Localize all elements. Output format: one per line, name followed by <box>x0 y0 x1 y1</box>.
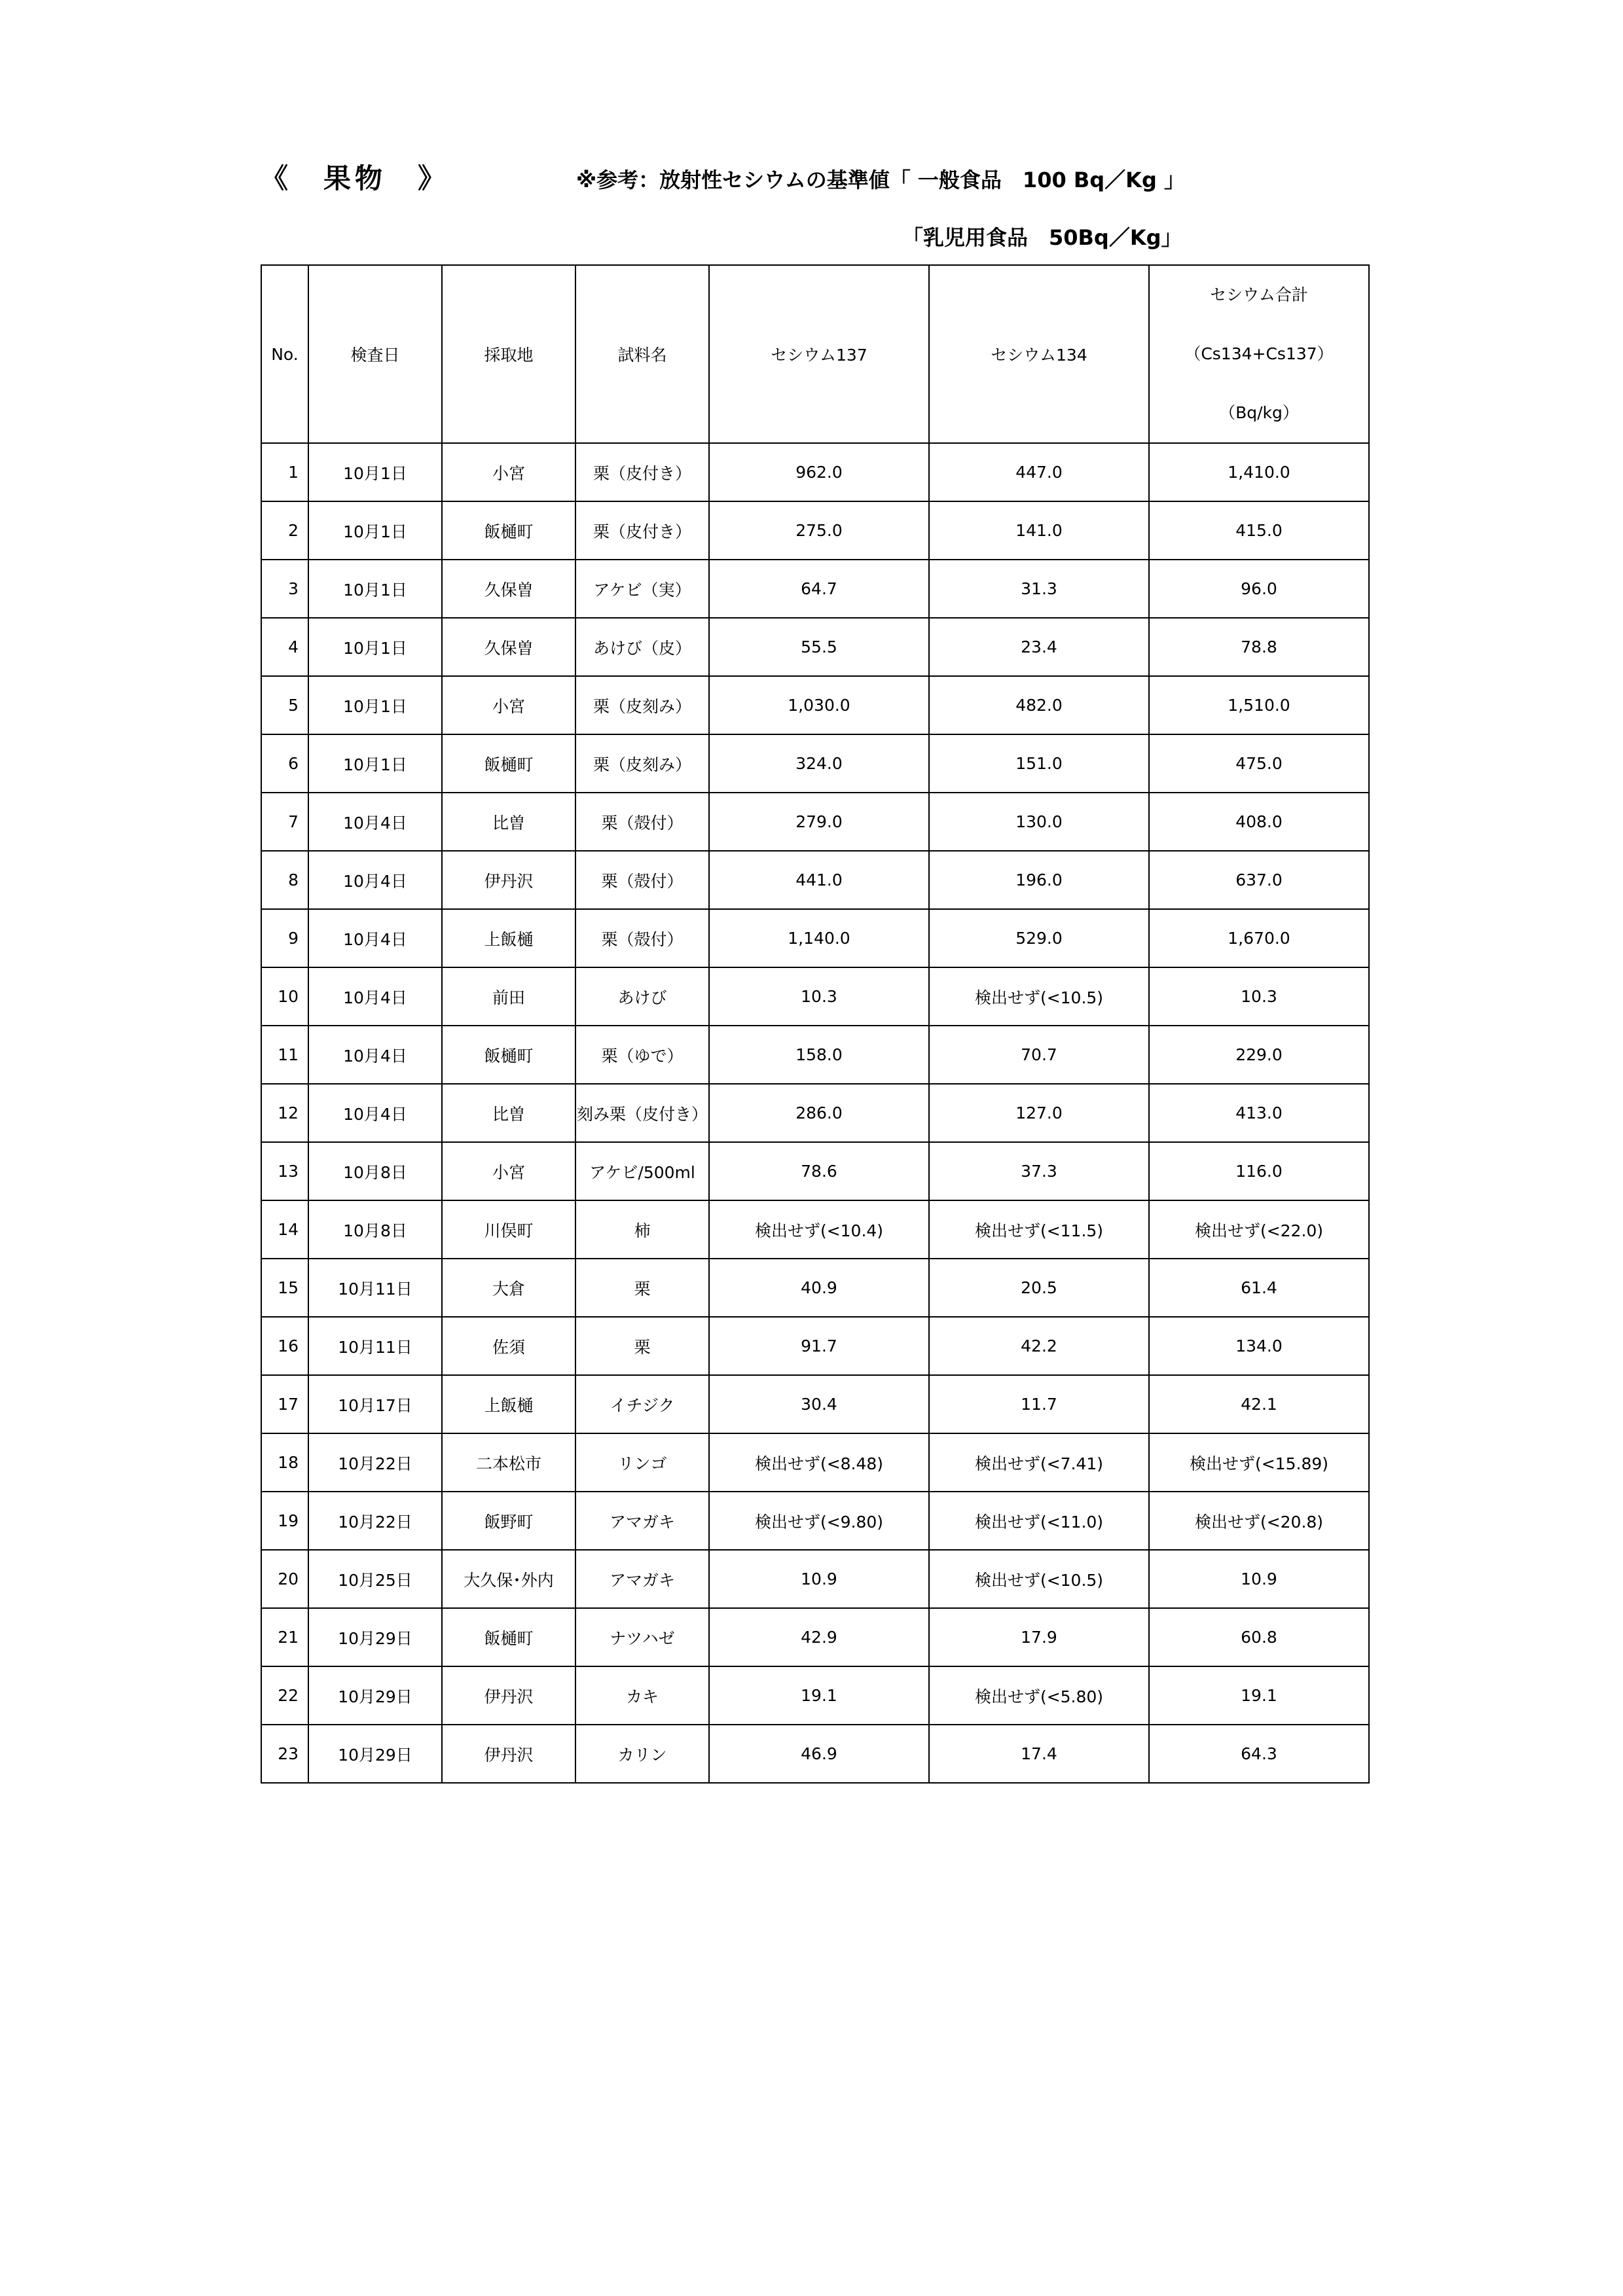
cell-cs134: 11.7 <box>929 1375 1149 1433</box>
cell-location: 大久保･外内 <box>442 1550 575 1608</box>
table-row <box>261 1550 1369 1608</box>
cell-date: 10月4日 <box>308 909 442 967</box>
cell-no: 8 <box>261 851 308 909</box>
cell-cs134: 検出せず(<10.5) <box>929 967 1149 1026</box>
cell-date: 10月11日 <box>308 1259 442 1317</box>
cell-cs137: 275.0 <box>709 501 929 560</box>
cell-date: 10月25日 <box>308 1550 442 1608</box>
cell-cs134: 127.0 <box>929 1084 1149 1142</box>
header-location: 採取地 <box>442 265 575 443</box>
cell-no: 1 <box>261 443 308 501</box>
cell-total: 19.1 <box>1149 1666 1369 1725</box>
cell-sample: 刻み栗（皮付き） <box>575 1084 709 1142</box>
cell-location: 小宮 <box>442 676 575 734</box>
table-row <box>261 1608 1369 1666</box>
cell-sample: アケビ/500ml <box>575 1142 709 1200</box>
cell-sample: アケビ（実） <box>575 560 709 618</box>
cell-sample: リンゴ <box>575 1433 709 1492</box>
cell-no: 18 <box>261 1433 308 1492</box>
cell-location: 飯樋町 <box>442 501 575 560</box>
cell-no: 5 <box>261 676 308 734</box>
cell-cs137: 55.5 <box>709 618 929 676</box>
cell-sample: 栗（殻付） <box>575 793 709 851</box>
table-row <box>261 1084 1369 1142</box>
table-row <box>261 967 1369 1026</box>
reference-standard-infant: 「乳児用食品 50Bq／Kg」 <box>902 225 1182 250</box>
cell-location: 比曽 <box>442 793 575 851</box>
cell-cs137: 91.7 <box>709 1317 929 1375</box>
cell-cs137: 30.4 <box>709 1375 929 1433</box>
header-total-formula: （Cs134+Cs137） <box>1184 344 1334 363</box>
cell-no: 4 <box>261 618 308 676</box>
table-row <box>261 1725 1369 1783</box>
cell-location: 前田 <box>442 967 575 1026</box>
cell-no: 14 <box>261 1200 308 1259</box>
cell-total: 229.0 <box>1149 1026 1369 1084</box>
cell-location: 飯樋町 <box>442 1608 575 1666</box>
cell-cs134: 482.0 <box>929 676 1149 734</box>
cell-cs137: 1,030.0 <box>709 676 929 734</box>
reference-standard-general: ※参考：放射性セシウムの基準値「 一般食品 100 Bq／Kg 」 <box>576 168 1186 192</box>
table-row <box>261 443 1369 501</box>
cell-cs134: 447.0 <box>929 443 1149 501</box>
header-date: 検査日 <box>308 265 442 443</box>
cell-cs137: 10.3 <box>709 967 929 1026</box>
table-row <box>261 734 1369 793</box>
cell-date: 10月4日 <box>308 967 442 1026</box>
cell-date: 10月4日 <box>308 793 442 851</box>
cell-sample: 栗（殻付） <box>575 909 709 967</box>
cell-no: 13 <box>261 1142 308 1200</box>
table-row <box>261 560 1369 618</box>
table-row <box>261 1026 1369 1084</box>
cell-total: 116.0 <box>1149 1142 1369 1200</box>
table-row <box>261 1375 1369 1433</box>
cell-cs134: 31.3 <box>929 560 1149 618</box>
cell-date: 10月8日 <box>308 1200 442 1259</box>
cell-location: 伊丹沢 <box>442 1666 575 1725</box>
cell-cs137: 検出せず(<8.48) <box>709 1433 929 1492</box>
table-row <box>261 1259 1369 1317</box>
header-cs134: セシウム134 <box>929 265 1149 443</box>
cell-no: 7 <box>261 793 308 851</box>
cell-date: 10月4日 <box>308 1026 442 1084</box>
cell-sample: アマガキ <box>575 1492 709 1550</box>
cell-date: 10月1日 <box>308 676 442 734</box>
cell-cs134: 141.0 <box>929 501 1149 560</box>
cell-date: 10月11日 <box>308 1317 442 1375</box>
table-row <box>261 618 1369 676</box>
page-title: 《 果物 》 <box>261 162 450 194</box>
table-body <box>261 443 1369 1783</box>
cell-total: 61.4 <box>1149 1259 1369 1317</box>
cell-no: 12 <box>261 1084 308 1142</box>
cell-total: 413.0 <box>1149 1084 1369 1142</box>
cell-location: 飯樋町 <box>442 734 575 793</box>
cell-sample: カキ <box>575 1666 709 1725</box>
cell-cs134: 37.3 <box>929 1142 1149 1200</box>
cell-sample: 栗（ゆで） <box>575 1026 709 1084</box>
table-row <box>261 676 1369 734</box>
cell-cs137: 279.0 <box>709 793 929 851</box>
cell-total: 475.0 <box>1149 734 1369 793</box>
cell-date: 10月29日 <box>308 1608 442 1666</box>
cell-date: 10月29日 <box>308 1666 442 1725</box>
cell-total: 10.3 <box>1149 967 1369 1026</box>
cell-cs134: 42.2 <box>929 1317 1149 1375</box>
cell-location: 小宮 <box>442 443 575 501</box>
cell-location: 伊丹沢 <box>442 1725 575 1783</box>
cell-location: 二本松市 <box>442 1433 575 1492</box>
cell-sample: 栗（皮刻み） <box>575 734 709 793</box>
cell-no: 21 <box>261 1608 308 1666</box>
cell-sample: イチジク <box>575 1375 709 1433</box>
cell-total: 134.0 <box>1149 1317 1369 1375</box>
cell-cs134: 検出せず(<11.5) <box>929 1200 1149 1259</box>
cell-sample: 栗（皮刻み） <box>575 676 709 734</box>
cell-date: 10月1日 <box>308 443 442 501</box>
cell-no: 20 <box>261 1550 308 1608</box>
table-header-row <box>261 265 1369 443</box>
cell-sample: あけび（皮） <box>575 618 709 676</box>
table-row <box>261 1142 1369 1200</box>
header-sample: 試料名 <box>575 265 709 443</box>
cell-sample: ナツハゼ <box>575 1608 709 1666</box>
table-row <box>261 793 1369 851</box>
cell-no: 19 <box>261 1492 308 1550</box>
cell-cs137: 検出せず(<9.80) <box>709 1492 929 1550</box>
table-row <box>261 909 1369 967</box>
table-row <box>261 1666 1369 1725</box>
cell-cs134: 130.0 <box>929 793 1149 851</box>
cell-no: 23 <box>261 1725 308 1783</box>
cell-no: 2 <box>261 501 308 560</box>
cell-no: 11 <box>261 1026 308 1084</box>
cell-total: 検出せず(<20.8) <box>1149 1492 1369 1550</box>
cell-location: 小宮 <box>442 1142 575 1200</box>
cell-location: 上飯樋 <box>442 1375 575 1433</box>
cell-total: 60.8 <box>1149 1608 1369 1666</box>
cell-cs134: 検出せず(<5.80) <box>929 1666 1149 1725</box>
cell-date: 10月1日 <box>308 501 442 560</box>
cell-no: 17 <box>261 1375 308 1433</box>
header-cs137: セシウム137 <box>709 265 929 443</box>
cell-location: 川俣町 <box>442 1200 575 1259</box>
table-row <box>261 501 1369 560</box>
cell-date: 10月22日 <box>308 1492 442 1550</box>
cell-no: 10 <box>261 967 308 1026</box>
cell-total: 637.0 <box>1149 851 1369 909</box>
table-row <box>261 1492 1369 1550</box>
cell-cs137: 286.0 <box>709 1084 929 1142</box>
cell-no: 3 <box>261 560 308 618</box>
cell-sample: 栗（皮付き） <box>575 501 709 560</box>
cell-cs137: 46.9 <box>709 1725 929 1783</box>
cell-location: 伊丹沢 <box>442 851 575 909</box>
cell-cs137: 324.0 <box>709 734 929 793</box>
cell-sample: 栗 <box>575 1317 709 1375</box>
cell-total: 78.8 <box>1149 618 1369 676</box>
header-total <box>1149 265 1369 443</box>
cell-cs134: 17.4 <box>929 1725 1149 1783</box>
cell-cs134: 70.7 <box>929 1026 1149 1084</box>
cell-total: 408.0 <box>1149 793 1369 851</box>
cell-no: 16 <box>261 1317 308 1375</box>
cell-cs137: 78.6 <box>709 1142 929 1200</box>
cell-date: 10月29日 <box>308 1725 442 1783</box>
cell-date: 10月4日 <box>308 1084 442 1142</box>
cell-location: 佐須 <box>442 1317 575 1375</box>
cell-date: 10月8日 <box>308 1142 442 1200</box>
cell-cs137: 10.9 <box>709 1550 929 1608</box>
header-total-unit: （Bq/kg） <box>1219 403 1299 422</box>
cell-total: 検出せず(<15.89) <box>1149 1433 1369 1492</box>
cell-total: 1,670.0 <box>1149 909 1369 967</box>
header-no: No. <box>261 265 308 443</box>
table-row <box>261 1433 1369 1492</box>
cell-cs137: 441.0 <box>709 851 929 909</box>
cell-no: 15 <box>261 1259 308 1317</box>
cell-location: 久保曽 <box>442 560 575 618</box>
cell-sample: 栗 <box>575 1259 709 1317</box>
cell-total: 96.0 <box>1149 560 1369 618</box>
cell-location: 飯野町 <box>442 1492 575 1550</box>
cell-cs137: 42.9 <box>709 1608 929 1666</box>
cell-cs134: 151.0 <box>929 734 1149 793</box>
table-row <box>261 1200 1369 1259</box>
cell-cs137: 検出せず(<10.4) <box>709 1200 929 1259</box>
cell-cs137: 1,140.0 <box>709 909 929 967</box>
cell-cs137: 19.1 <box>709 1666 929 1725</box>
cell-cs134: 17.9 <box>929 1608 1149 1666</box>
cell-date: 10月17日 <box>308 1375 442 1433</box>
cell-total: 415.0 <box>1149 501 1369 560</box>
cell-no: 22 <box>261 1666 308 1725</box>
cell-sample: 栗（殻付） <box>575 851 709 909</box>
cell-cs134: 196.0 <box>929 851 1149 909</box>
header-total-label: セシウム合計 <box>1210 285 1308 304</box>
cell-date: 10月4日 <box>308 851 442 909</box>
cell-total: 検出せず(<22.0) <box>1149 1200 1369 1259</box>
cell-cs134: 検出せず(<11.0) <box>929 1492 1149 1550</box>
cell-date: 10月22日 <box>308 1433 442 1492</box>
cell-cs134: 23.4 <box>929 618 1149 676</box>
cell-sample: アマガキ <box>575 1550 709 1608</box>
cell-sample: 柿 <box>575 1200 709 1259</box>
cell-total: 10.9 <box>1149 1550 1369 1608</box>
cell-date: 10月1日 <box>308 734 442 793</box>
table-row <box>261 851 1369 909</box>
cell-location: 飯樋町 <box>442 1026 575 1084</box>
cell-cs134: 検出せず(<7.41) <box>929 1433 1149 1492</box>
cell-cs134: 529.0 <box>929 909 1149 967</box>
cell-location: 比曽 <box>442 1084 575 1142</box>
cell-total: 1,410.0 <box>1149 443 1369 501</box>
cell-cs137: 40.9 <box>709 1259 929 1317</box>
cell-cs134: 検出せず(<10.5) <box>929 1550 1149 1608</box>
cell-cs134: 20.5 <box>929 1259 1149 1317</box>
cell-no: 9 <box>261 909 308 967</box>
cell-sample: 栗（皮付き） <box>575 443 709 501</box>
cell-total: 42.1 <box>1149 1375 1369 1433</box>
cell-location: 大倉 <box>442 1259 575 1317</box>
cell-location: 久保曽 <box>442 618 575 676</box>
cell-sample: あけび <box>575 967 709 1026</box>
cell-date: 10月1日 <box>308 560 442 618</box>
cell-cs137: 64.7 <box>709 560 929 618</box>
table-row <box>261 1317 1369 1375</box>
cesium-results-table <box>261 264 1370 1784</box>
cell-cs137: 158.0 <box>709 1026 929 1084</box>
cell-date: 10月1日 <box>308 618 442 676</box>
cell-total: 1,510.0 <box>1149 676 1369 734</box>
cell-no: 6 <box>261 734 308 793</box>
cell-cs137: 962.0 <box>709 443 929 501</box>
cell-total: 64.3 <box>1149 1725 1369 1783</box>
cell-sample: カリン <box>575 1725 709 1783</box>
cell-location: 上飯樋 <box>442 909 575 967</box>
